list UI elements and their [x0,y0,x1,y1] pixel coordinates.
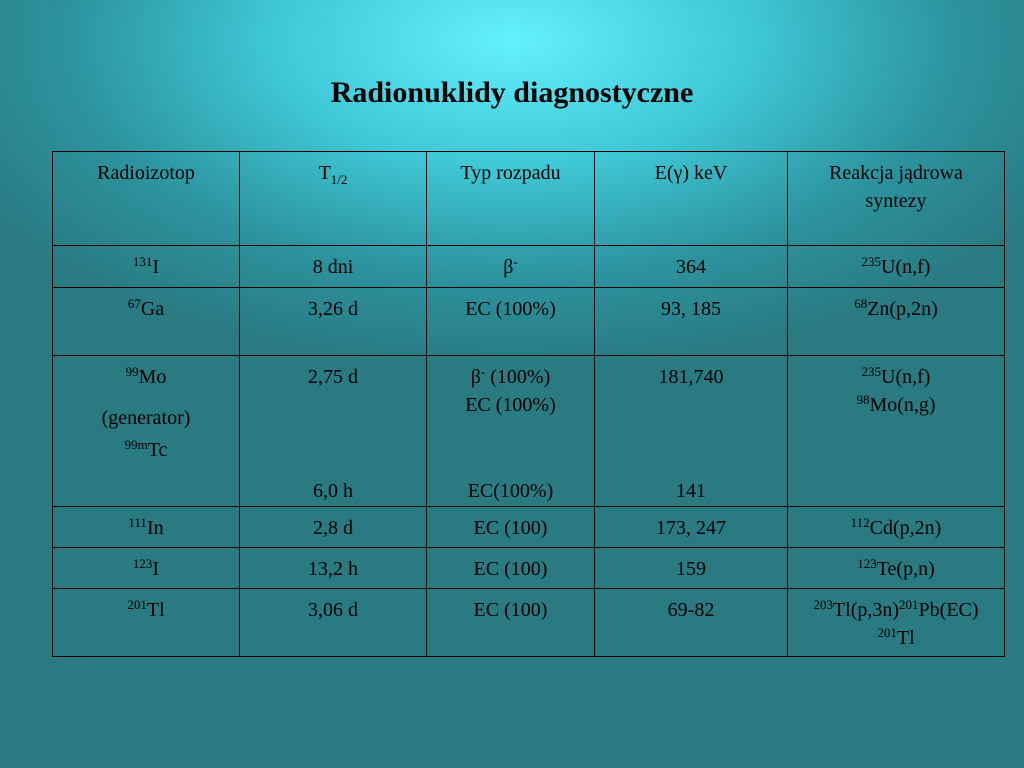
energy-cell: 173, 247 [595,507,788,548]
radionuclide-table [52,151,1005,657]
energy-cell: 93, 185 [595,288,788,356]
header-gamma-energy: E(γ) keV [595,152,788,246]
isotope-cell: $^{131}$I [53,246,240,288]
isotope-cell [53,356,240,507]
decay-cell: EC (100) [427,589,595,657]
reaction-cell: $^{203}Tl(p,3n)^{201}Pb(EC)$ $^{201}$Tl [788,589,1005,657]
isotope-cell: $^{201}$Tl [53,589,240,657]
header-isotope: Radioizotop [53,152,240,246]
isotope-cell: $^{123}$I [53,548,240,589]
table-row [53,507,1005,548]
reaction-cell: $^{235}$U(n,f) $^{98}$Mo(n,g) [788,356,1005,507]
half-life-cell: 3,06 d [240,589,427,657]
energy-cell: 181,740 141 [595,356,788,507]
decay-cell: β- (100%) EC (100%) EC(100%) [427,356,595,507]
mo-isotope: $^{99}$Mo [125,364,167,388]
generator-label: (generator) [101,407,191,429]
reaction-cell: $^{235}$U(n,f) [788,246,1005,288]
half-life-cell: 13,2 h [240,548,427,589]
decay-cell: EC (100) [427,548,595,589]
table-row [53,589,1005,657]
energy-cell: 364 [595,246,788,288]
table-row-mo-tc [53,356,1005,507]
half-life-cell: 3,26 d [240,288,427,356]
decay-cell: EC (100%) [427,288,595,356]
reaction-cell: $^{112}$Cd(p,2n) [788,507,1005,548]
half-life-cell: 8 dni [240,246,427,288]
decay-cell: β- [427,246,595,288]
decay-cell: EC (100) [427,507,595,548]
isotope-cell: $^{111}$In [53,507,240,548]
tc-isotope: $^{99m}$Tc [124,437,168,461]
energy-cell: 159 [595,548,788,589]
header-reaction: Reakcja jądrowa syntezy [788,152,1005,246]
header-decay-type: Typ rozpadu [427,152,595,246]
table-row [53,288,1005,356]
table-row [53,246,1005,288]
half-life-cell: 2,8 d [240,507,427,548]
slide-title: Radionuklidy diagnostyczne [330,76,694,109]
reaction-cell: $^{68}$Zn(p,2n) [788,288,1005,356]
isotope-cell: $^{67}$Ga [53,288,240,356]
header-half-life: $T_{1/2}$ [240,152,427,246]
reaction-cell: $^{123}$Te(p,n) [788,548,1005,589]
energy-cell: 69-82 [595,589,788,657]
table-row [53,548,1005,589]
half-life-cell: 2,75 d 6,0 h [240,356,427,507]
table-header-row [53,152,1005,246]
